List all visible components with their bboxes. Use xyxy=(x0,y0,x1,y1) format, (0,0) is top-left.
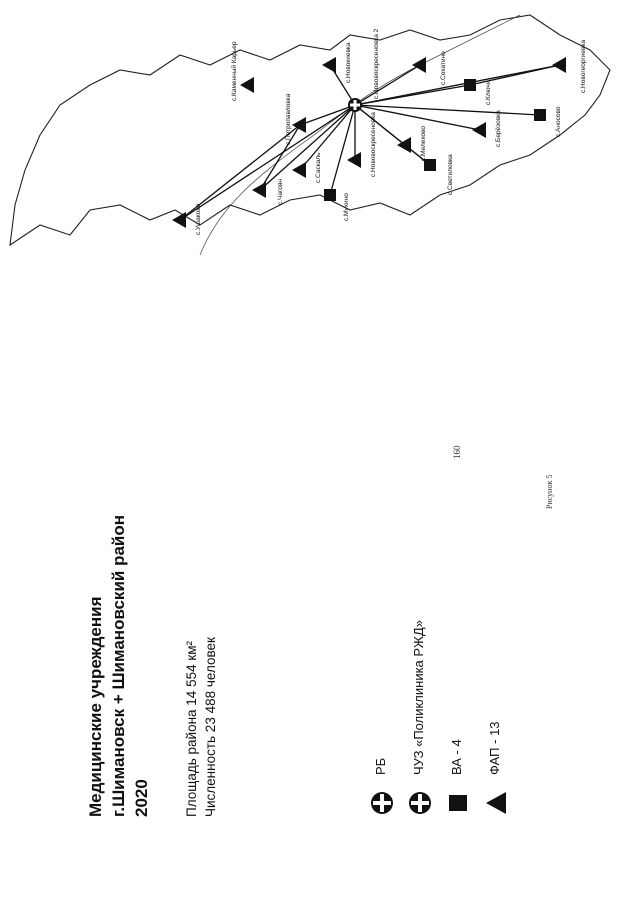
river-line xyxy=(200,15,520,255)
population-text: Численность 23 488 человек xyxy=(203,637,218,817)
settlement-label: с.Сохатино xyxy=(440,51,447,85)
settlement-labels xyxy=(195,28,587,235)
settlement-label: с.Новогеоргиевка xyxy=(580,39,587,93)
legend-label-va: ВА - 4 xyxy=(449,739,464,775)
settlement-label: с.Каменный Карьер xyxy=(231,41,238,101)
triangle-icon xyxy=(482,789,510,817)
district-boundary xyxy=(10,15,610,245)
page-title xyxy=(84,377,153,817)
va-marker xyxy=(324,189,336,201)
settlement-label: с.Нововоскресеновка xyxy=(370,112,377,177)
va-marker xyxy=(534,109,546,121)
fap-marker xyxy=(472,122,486,138)
settlement-label: с.Саскаль xyxy=(315,152,322,183)
district-map xyxy=(0,0,640,265)
settlement-label: с.Мухино xyxy=(343,193,350,221)
settlement-label: с.Светиловка xyxy=(447,154,454,195)
fap-marker xyxy=(412,57,426,73)
cross-circle-icon xyxy=(368,789,396,817)
settlement-label: с.Ушаково xyxy=(195,203,202,235)
fap-marker xyxy=(322,57,336,73)
title-line-1: Медицинские учреждения xyxy=(86,596,105,817)
settlement-label: с.Петропавловка xyxy=(285,93,292,145)
fap-marker xyxy=(252,182,266,198)
title-line-2: г.Шимановск + Шимановский район xyxy=(109,514,128,817)
va-marker xyxy=(464,79,476,91)
settlement-label: с.Новокиевка xyxy=(345,42,352,83)
page-number: 160 xyxy=(452,445,462,459)
fap-marker xyxy=(552,57,566,73)
fap-marker xyxy=(397,137,411,153)
fap-marker xyxy=(172,212,186,228)
settlement-label: с.Нововоскресеновка 2 xyxy=(373,28,380,99)
settlement-label: с.Чагоян xyxy=(277,179,284,205)
area-text: Площадь района 14 554 км² xyxy=(184,640,199,817)
settlement-label: с.Мелехово xyxy=(420,126,427,161)
legend-label-fap: ФАП - 13 xyxy=(487,721,502,775)
legend-label-rzhd: ЧУЗ «Поликлиника РЖД» xyxy=(411,620,426,775)
settlement-label: с.Аносово xyxy=(555,106,562,137)
fap-marker xyxy=(292,162,306,178)
settlement-label: с.Берёзовка xyxy=(495,110,502,147)
title-line-3: 2020 xyxy=(132,779,151,817)
legend-label-rb: РБ xyxy=(373,757,388,775)
square-icon xyxy=(444,789,472,817)
figure-caption: Рисунок 5 xyxy=(545,474,554,509)
fap-marker xyxy=(347,152,361,168)
district-stats xyxy=(182,637,220,817)
hospital-hub xyxy=(348,98,362,112)
fap-marker xyxy=(240,77,254,93)
settlement-label: с.Ключи xyxy=(485,80,492,105)
cross-circle-icon xyxy=(406,789,434,817)
fap-marker xyxy=(292,117,306,133)
